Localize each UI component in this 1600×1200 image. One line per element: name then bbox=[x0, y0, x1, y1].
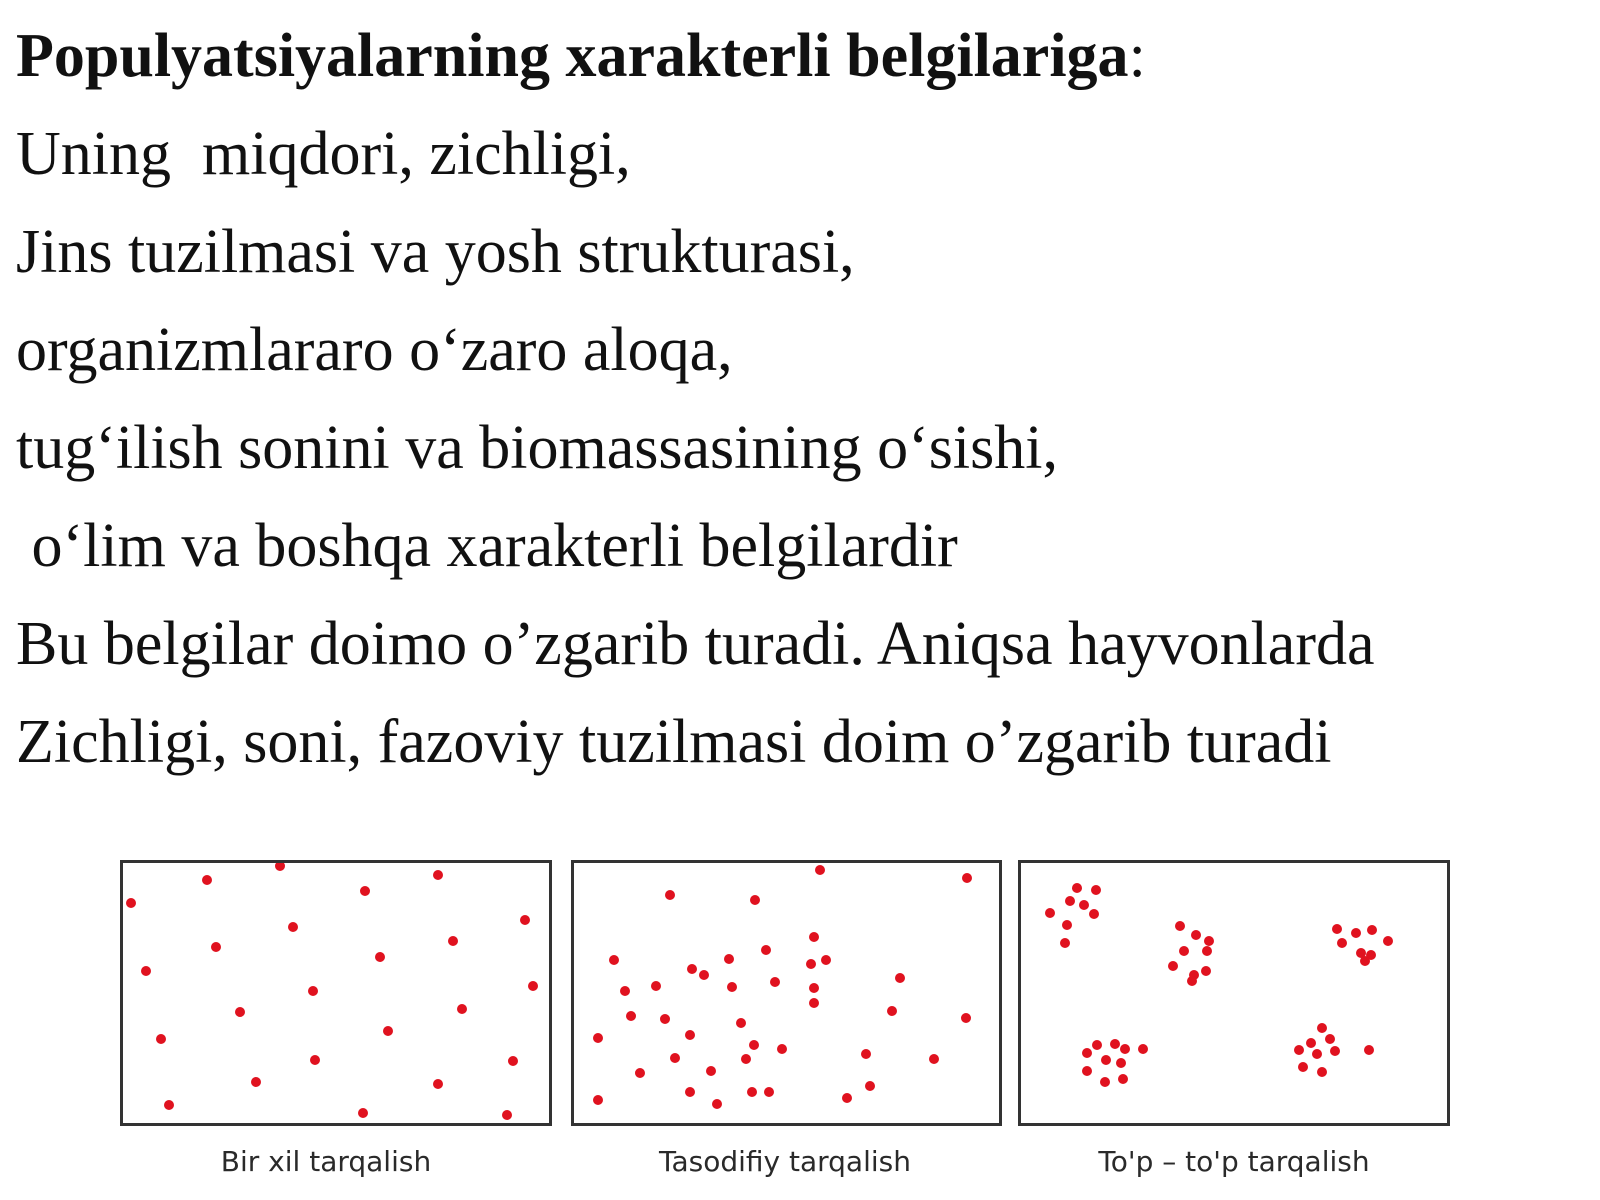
random-distribution-panel bbox=[571, 860, 1002, 1126]
organism-dot bbox=[1191, 930, 1201, 940]
organism-dot bbox=[1138, 1044, 1148, 1054]
organism-dot bbox=[1092, 1040, 1102, 1050]
text-line-6: Bu belgilar doimo o’zgarib turadi. Aniqsa hayvonlarda bbox=[16, 610, 1375, 678]
organism-dot bbox=[383, 1026, 393, 1036]
organism-dot bbox=[806, 959, 816, 969]
organism-dot bbox=[308, 986, 318, 996]
organism-dot bbox=[1201, 966, 1211, 976]
caption-random: Tasodifiy tarqalish bbox=[659, 1145, 911, 1178]
organism-dot bbox=[685, 1087, 695, 1097]
organism-dot bbox=[156, 1034, 166, 1044]
organism-dot bbox=[961, 1013, 971, 1023]
organism-dot bbox=[1187, 976, 1197, 986]
organism-dot bbox=[1312, 1049, 1322, 1059]
organism-dot bbox=[1204, 936, 1214, 946]
heading-title: Populyatsiyalarning xarakterli belgilariga bbox=[16, 22, 1129, 90]
organism-dot bbox=[609, 955, 619, 965]
organism-dot bbox=[502, 1110, 512, 1120]
organism-dot bbox=[1045, 908, 1055, 918]
text-line-4: tug‘ilish sonini va biomassasining o‘sishi, bbox=[16, 414, 1058, 482]
organism-dot bbox=[842, 1093, 852, 1103]
organism-dot bbox=[809, 983, 819, 993]
organism-dot bbox=[1317, 1067, 1327, 1077]
organism-dot bbox=[620, 986, 630, 996]
organism-dot bbox=[895, 973, 905, 983]
uniform-distribution-panel bbox=[120, 860, 552, 1126]
organism-dot bbox=[251, 1077, 261, 1087]
organism-dot bbox=[764, 1087, 774, 1097]
organism-dot bbox=[448, 936, 458, 946]
caption-clumped: To'p – to'p tarqalish bbox=[1098, 1145, 1370, 1178]
organism-dot bbox=[685, 1030, 695, 1040]
organism-dot bbox=[809, 932, 819, 942]
organism-dot bbox=[375, 952, 385, 962]
organism-dot bbox=[593, 1033, 603, 1043]
organism-dot bbox=[750, 895, 760, 905]
organism-dot bbox=[1091, 885, 1101, 895]
organism-dot bbox=[1079, 900, 1089, 910]
organism-dot bbox=[809, 998, 819, 1008]
organism-dot bbox=[865, 1081, 875, 1091]
organism-dot bbox=[1325, 1034, 1335, 1044]
organism-dot bbox=[1298, 1062, 1308, 1072]
organism-dot bbox=[687, 964, 697, 974]
organism-dot bbox=[736, 1018, 746, 1028]
organism-dot bbox=[1351, 928, 1361, 938]
organism-dot bbox=[1332, 924, 1342, 934]
text-line-5: o‘lim va boshqa xarakterli belgilardir bbox=[16, 512, 958, 580]
organism-dot bbox=[1337, 938, 1347, 948]
organism-dot bbox=[457, 1004, 467, 1014]
organism-dot bbox=[593, 1095, 603, 1105]
organism-dot bbox=[1175, 921, 1185, 931]
organism-dot bbox=[1367, 925, 1377, 935]
organism-dot bbox=[1116, 1058, 1126, 1068]
organism-dot bbox=[670, 1053, 680, 1063]
text-line-2: Jins tuzilmasi va yosh strukturasi, bbox=[16, 218, 855, 286]
organism-dot bbox=[770, 977, 780, 987]
organism-dot bbox=[777, 1044, 787, 1054]
caption-uniform: Bir xil tarqalish bbox=[220, 1145, 432, 1178]
organism-dot bbox=[1082, 1048, 1092, 1058]
organism-dot bbox=[508, 1056, 518, 1066]
organism-dot bbox=[275, 863, 285, 871]
organism-dot bbox=[433, 1079, 443, 1089]
organism-dot bbox=[712, 1099, 722, 1109]
organism-dot bbox=[741, 1054, 751, 1064]
organism-dot bbox=[747, 1087, 757, 1097]
heading bbox=[16, 18, 1146, 94]
organism-dot bbox=[635, 1068, 645, 1078]
organism-dot bbox=[1072, 883, 1082, 893]
heading-colon: : bbox=[1128, 22, 1146, 90]
organism-dot bbox=[1060, 938, 1070, 948]
organism-dot bbox=[310, 1055, 320, 1065]
organism-dot bbox=[1082, 1066, 1092, 1076]
organism-dot bbox=[1100, 1077, 1110, 1087]
random-dots bbox=[574, 863, 999, 1123]
text-line-3: organizmlararo o‘zaro aloqa, bbox=[16, 316, 733, 384]
organism-dot bbox=[1118, 1074, 1128, 1084]
organism-dot bbox=[288, 922, 298, 932]
organism-dot bbox=[665, 890, 675, 900]
organism-dot bbox=[706, 1066, 716, 1076]
organism-dot bbox=[1360, 956, 1370, 966]
organism-dot bbox=[1089, 909, 1099, 919]
organism-dot bbox=[211, 942, 221, 952]
organism-dot bbox=[1120, 1044, 1130, 1054]
organism-dot bbox=[520, 915, 530, 925]
organism-dot bbox=[1317, 1023, 1327, 1033]
organism-dot bbox=[651, 981, 661, 991]
organism-dot bbox=[1101, 1055, 1111, 1065]
organism-dot bbox=[202, 875, 212, 885]
organism-dot bbox=[433, 870, 443, 880]
text-line-7: Zichligi, soni, fazoviy tuzilmasi doim o’zgarib turadi bbox=[16, 708, 1332, 776]
organism-dot bbox=[1202, 946, 1212, 956]
organism-dot bbox=[1179, 946, 1189, 956]
organism-dot bbox=[1383, 936, 1393, 946]
organism-dot bbox=[358, 1108, 368, 1118]
organism-dot bbox=[1168, 961, 1178, 971]
uniform-dots bbox=[123, 863, 549, 1123]
organism-dot bbox=[126, 898, 136, 908]
organism-dot bbox=[1364, 1045, 1374, 1055]
organism-dot bbox=[761, 945, 771, 955]
organism-dot bbox=[699, 970, 709, 980]
organism-dot bbox=[929, 1054, 939, 1064]
organism-dot bbox=[626, 1011, 636, 1021]
organism-dot bbox=[1110, 1039, 1120, 1049]
organism-dot bbox=[749, 1040, 759, 1050]
organism-dot bbox=[164, 1100, 174, 1110]
organism-dot bbox=[235, 1007, 245, 1017]
organism-dot bbox=[1306, 1038, 1316, 1048]
organism-dot bbox=[1330, 1046, 1340, 1056]
organism-dot bbox=[1065, 896, 1075, 906]
organism-dot bbox=[962, 873, 972, 883]
organism-dot bbox=[887, 1006, 897, 1016]
clumped-distribution-panel bbox=[1018, 860, 1450, 1126]
organism-dot bbox=[1294, 1045, 1304, 1055]
clumped-dots bbox=[1021, 863, 1447, 1123]
organism-dot bbox=[821, 955, 831, 965]
text-line-1: Uning miqdori, zichligi, bbox=[16, 120, 631, 188]
organism-dot bbox=[660, 1014, 670, 1024]
organism-dot bbox=[861, 1049, 871, 1059]
organism-dot bbox=[1062, 920, 1072, 930]
organism-dot bbox=[528, 981, 538, 991]
organism-dot bbox=[724, 954, 734, 964]
organism-dot bbox=[727, 982, 737, 992]
organism-dot bbox=[815, 865, 825, 875]
organism-dot bbox=[141, 966, 151, 976]
organism-dot bbox=[360, 886, 370, 896]
